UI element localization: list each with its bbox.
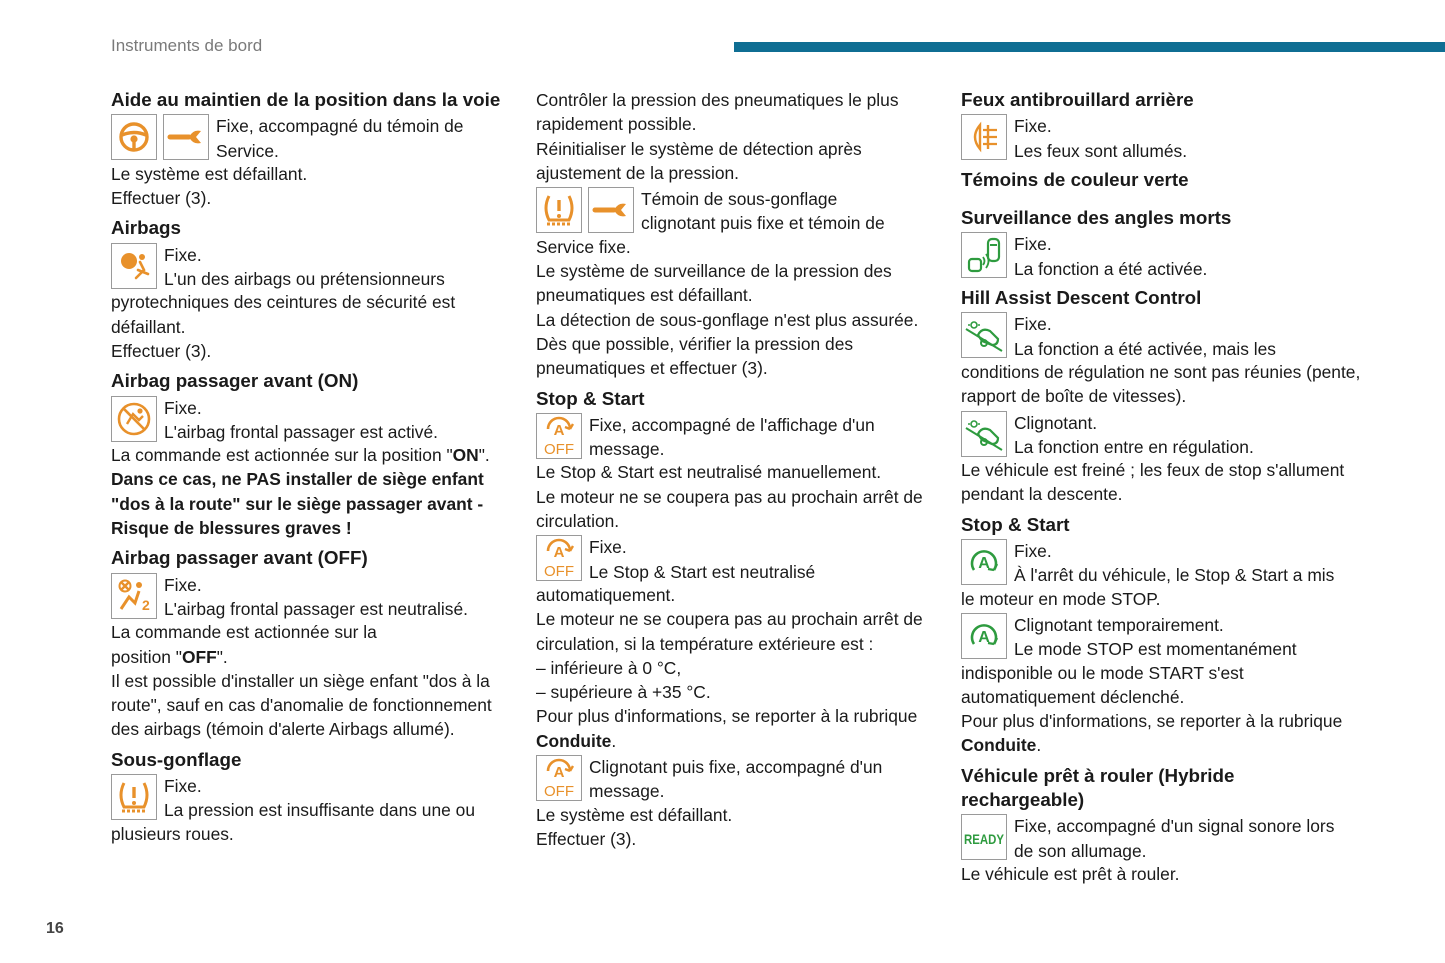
stop-start-active-icon bbox=[961, 613, 1007, 659]
text-line: La commande est actionnée sur la position "ON". bbox=[111, 445, 490, 466]
text-line: Service fixe. bbox=[536, 236, 631, 257]
text-line: À l'arrêt du véhicule, le Stop & Start a mis bbox=[1014, 565, 1335, 586]
section-title-airbag-on: Airbag passager avant (ON) bbox=[111, 370, 359, 392]
text-line: Pour plus d'informations, se reporter à la rubrique Conduite. bbox=[536, 706, 918, 751]
column-1 bbox=[111, 88, 513, 846]
text-line: indisponible ou le mode START s'est automatiquement déclenché. bbox=[961, 662, 1244, 707]
section-title-hill-descent: Hill Assist Descent Control bbox=[961, 287, 1202, 309]
section-title-underinflation: Sous-gonflage bbox=[111, 748, 242, 770]
wrench-icon bbox=[163, 114, 209, 160]
text-line: Le véhicule est prêt à rouler. bbox=[961, 863, 1180, 884]
text-line: Effectuer (3). bbox=[536, 828, 637, 849]
svg-text:OFF: OFF bbox=[544, 783, 574, 801]
text-line: Fixe, accompagné du témoin de bbox=[216, 116, 464, 137]
section-title-green-lights: Témoins de couleur verte bbox=[961, 168, 1189, 190]
text-line: L'airbag frontal passager est activé. bbox=[164, 421, 438, 442]
text-line: Service. bbox=[216, 140, 279, 161]
passenger-airbag-off-icon bbox=[111, 573, 157, 619]
svg-text:A: A bbox=[553, 544, 565, 562]
text-line: Le système de surveillance de la pression des pneumatiques est défaillant. bbox=[536, 261, 892, 306]
text-line: Fixe, accompagné de l'affichage d'un bbox=[589, 414, 875, 435]
text-line: Le véhicule est freiné ; les feux de stop s'allument pendant la descente. bbox=[961, 460, 1345, 505]
svg-text:2: 2 bbox=[142, 596, 150, 613]
text-line: Fixe. bbox=[1014, 116, 1052, 137]
text-line: Fixe. bbox=[589, 537, 627, 558]
text-line: conditions de régulation ne sont pas réunies (pente, rapport de boîte de vitesses). bbox=[961, 361, 1361, 407]
rear-fog-entry bbox=[961, 114, 1361, 163]
stop-start-off-entry-3 bbox=[536, 755, 928, 804]
text-line: La détection de sous-gonflage n'est plus assurée. bbox=[536, 309, 919, 330]
blind-spot-icon bbox=[961, 232, 1007, 278]
warning-text: Dans ce cas, ne PAS installer de siège enfant "dos à la route" sur le siège passager avant - Risque de blessures graves ! bbox=[111, 469, 484, 539]
text-line: message. bbox=[589, 439, 665, 460]
text-line: Fixe. bbox=[1014, 234, 1052, 255]
text-line: Témoin de sous-gonflage bbox=[641, 189, 838, 210]
stop-start-off-entry-2 bbox=[536, 535, 928, 584]
passenger-airbag-on-icon bbox=[111, 396, 157, 442]
text-line: clignotant puis fixe et témoin de bbox=[641, 213, 885, 234]
section-title-stop-start-green: Stop & Start bbox=[961, 513, 1070, 535]
text-line: Les feux sont allumés. bbox=[1014, 140, 1188, 161]
text-line: de son allumage. bbox=[1014, 840, 1147, 861]
stop-start-off-entry-1 bbox=[536, 413, 928, 462]
section-title-rear-fog: Feux antibrouillard arrière bbox=[961, 89, 1194, 110]
stop-start-active-icon bbox=[961, 539, 1007, 585]
svg-text:A: A bbox=[553, 421, 565, 439]
text-line: Le Stop & Start est neutralisé bbox=[589, 561, 816, 582]
svg-text:A: A bbox=[978, 628, 990, 646]
header-accent-bar bbox=[734, 42, 1445, 52]
stop-start-green-entry-2 bbox=[961, 613, 1361, 662]
hill-descent-entry-1 bbox=[961, 312, 1361, 361]
text-line: Fixe. bbox=[164, 776, 202, 797]
list-item: – inférieure à 0 °C, bbox=[536, 657, 682, 678]
svg-text:A: A bbox=[553, 764, 565, 782]
section-title-ready: Véhicule prêt à rouler (Hybride rechargeable) bbox=[961, 764, 1235, 811]
section-title-lane-keeping: Aide au maintien de la position dans la voie bbox=[111, 89, 501, 110]
tyre-service-entry bbox=[536, 187, 928, 236]
svg-text:OFF: OFF bbox=[544, 440, 574, 458]
ready-entry bbox=[961, 814, 1361, 863]
text-line: Effectuer (3). bbox=[111, 340, 212, 361]
text-line: pyrotechniques des ceintures de sécurité est bbox=[111, 292, 456, 313]
text-line: Clignotant puis fixe, accompagné d'un bbox=[589, 757, 883, 778]
text-line: Dès que possible, vérifier la pression des pneumatiques et effectuer (3). bbox=[536, 333, 854, 379]
column-2 bbox=[536, 88, 928, 851]
section-title-airbag-off: Airbag passager avant (OFF) bbox=[111, 547, 368, 569]
section-title-stop-start: Stop & Start bbox=[536, 387, 645, 409]
text-line: Fixe. bbox=[1014, 541, 1052, 562]
list-item: – supérieure à +35 °C. bbox=[536, 682, 711, 703]
underinflation-entry bbox=[111, 774, 513, 823]
stop-start-off-icon bbox=[536, 413, 582, 459]
text-line: Réinitialiser le système de détection après ajustement de la pression. bbox=[536, 138, 862, 183]
section-title-airbags: Airbags bbox=[111, 217, 181, 239]
steering-wheel-icon bbox=[111, 114, 157, 160]
text-line: L'un des airbags ou prétensionneurs bbox=[164, 269, 445, 290]
stop-start-green-entry-1 bbox=[961, 539, 1361, 588]
airbag-off-entry bbox=[111, 573, 513, 622]
text-line: La fonction a été activée, mais les bbox=[1014, 338, 1276, 359]
text-line: Fixe. bbox=[164, 397, 202, 418]
text-line: défaillant. bbox=[111, 316, 186, 337]
text-line: Contrôler la pression des pneumatiques le plus rapidement possible. bbox=[536, 90, 899, 135]
svg-text:A: A bbox=[978, 555, 990, 573]
hill-descent-icon bbox=[961, 411, 1007, 457]
text-line: Clignotant temporairement. bbox=[1014, 614, 1224, 635]
rear-fog-lamp-icon bbox=[961, 114, 1007, 160]
lane-keeping-entry bbox=[111, 114, 513, 163]
text-line: Fixe. bbox=[1014, 314, 1052, 335]
tyre-pressure-icon bbox=[536, 187, 582, 233]
text-line: message. bbox=[589, 781, 665, 802]
text-line: Fixe. bbox=[164, 244, 202, 265]
hill-descent-icon bbox=[961, 312, 1007, 358]
text-line: le moteur en mode STOP. bbox=[961, 588, 1161, 609]
text-line: Le système est défaillant. bbox=[111, 163, 308, 184]
column-3 bbox=[961, 88, 1361, 886]
stop-start-off-icon bbox=[536, 755, 582, 801]
airbags-entry bbox=[111, 243, 513, 292]
text-line: Fixe. bbox=[164, 574, 202, 595]
text-line: Le mode STOP est momentanément bbox=[1014, 639, 1297, 660]
airbag-icon bbox=[111, 243, 157, 289]
tyre-pressure-icon bbox=[111, 774, 157, 820]
text-line: La commande est actionnée sur la bbox=[111, 622, 377, 643]
airbag-on-entry bbox=[111, 396, 513, 445]
text-line: La fonction entre en régulation. bbox=[1014, 436, 1254, 457]
text-line: Il est possible d'installer un siège enfant "dos à la route", sauf en cas d'anomalie de fonctionnement des airbags (témoin d'alerte Airbags allumé). bbox=[111, 670, 492, 740]
text-line: position "OFF". bbox=[111, 646, 228, 667]
text-line: La fonction a été activée. bbox=[1014, 258, 1208, 279]
svg-text:READY: READY bbox=[964, 831, 1005, 848]
text-line: Fixe, accompagné d'un signal sonore lors bbox=[1014, 816, 1335, 837]
text-line: Pour plus d'informations, se reporter à la rubrique Conduite. bbox=[961, 711, 1343, 756]
text-line: L'airbag frontal passager est neutralisé. bbox=[164, 598, 468, 619]
text-line: automatiquement. bbox=[536, 584, 676, 605]
text-line: Le système est défaillant. bbox=[536, 804, 733, 825]
text-line: Clignotant. bbox=[1014, 412, 1098, 433]
section-title-blind-spot: Surveillance des angles morts bbox=[961, 207, 1232, 229]
wrench-icon bbox=[588, 187, 634, 233]
text-line: Le moteur ne se coupera pas au prochain arrêt de circulation, si la température extérieure est : bbox=[536, 609, 923, 654]
text-line: plusieurs roues. bbox=[111, 823, 234, 844]
svg-text:OFF: OFF bbox=[544, 563, 574, 581]
page-number: 16 bbox=[46, 920, 64, 937]
text-line: Effectuer (3). bbox=[111, 188, 212, 209]
stop-start-off-icon bbox=[536, 535, 582, 581]
header-title: Instruments de bord bbox=[111, 36, 263, 55]
text-line: Le moteur ne se coupera pas au prochain arrêt de circulation. bbox=[536, 486, 923, 532]
hill-descent-entry-2 bbox=[961, 411, 1361, 460]
text-line: Le Stop & Start est neutralisé manuellement. bbox=[536, 462, 882, 483]
blind-spot-entry bbox=[961, 232, 1361, 281]
ready-icon bbox=[961, 814, 1007, 860]
text-line: La pression est insuffisante dans une ou bbox=[164, 800, 475, 821]
